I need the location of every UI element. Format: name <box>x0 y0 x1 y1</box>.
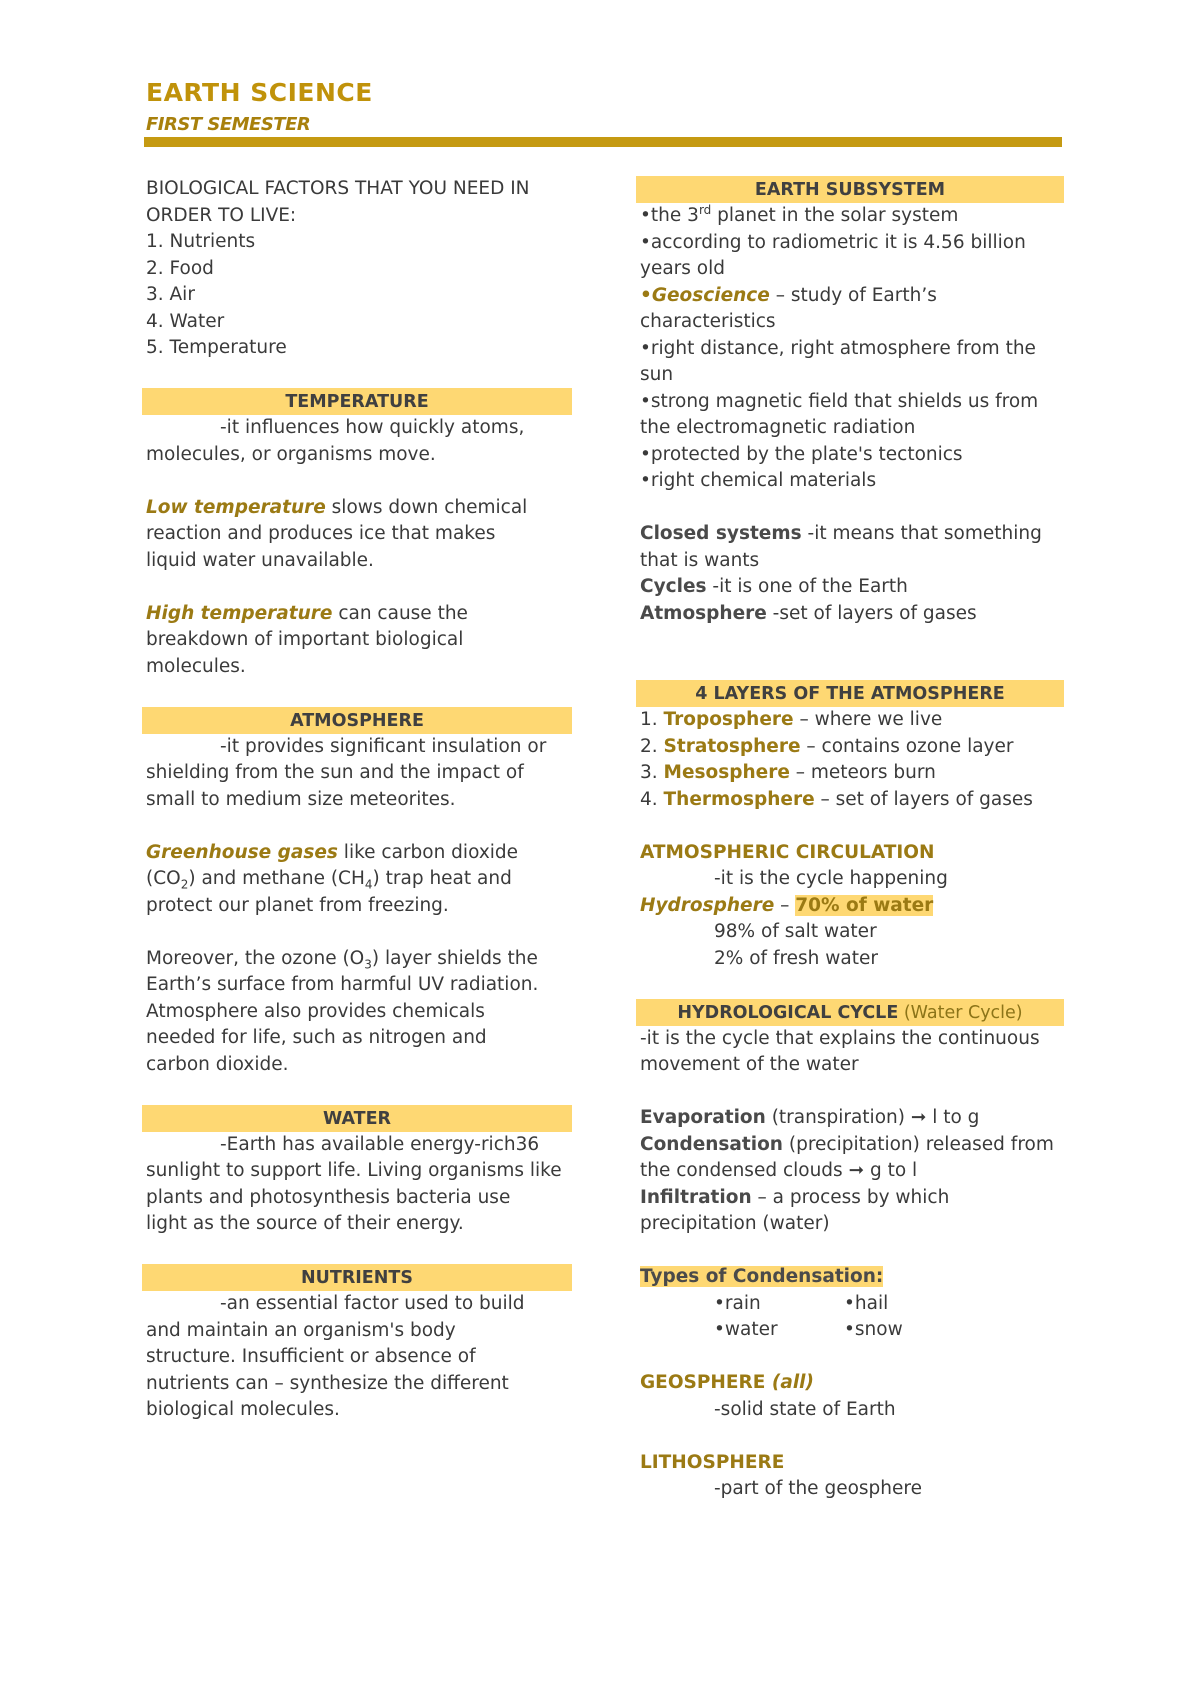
layer-item: 2. Stratosphere – contains ozone layer <box>640 735 1014 757</box>
nutrients-desc: -an essential factor used to build <box>220 1293 525 1314</box>
condensation-type: •water <box>714 1319 778 1340</box>
cycles-para: Cycles -it is one of the Earth <box>640 576 908 597</box>
section-heading-nutrients: NUTRIENTS <box>142 1264 572 1291</box>
hydrosphere-term: Hydrosphere <box>640 894 775 916</box>
nutrients-desc-cont: and maintain an organism's body structure. Insufficient or absence of nutrients can – synthesize the different biological molecules. <box>146 1319 509 1420</box>
low-temperature-term: Low temperature <box>146 496 326 518</box>
condensation-types-heading: Types of Condensation: <box>640 1266 884 1287</box>
closed-systems-term: Closed systems <box>640 523 802 544</box>
fresh-water: 2% of fresh water <box>714 947 878 969</box>
low-temperature-para: Low temperature slows down chemical reaction and produces ice that makes liquid water unavailable. <box>146 496 528 571</box>
infiltration-para: Infiltration – a process by which precipitation (water) <box>640 1186 950 1234</box>
hydrosphere-para: Hydrosphere – 70% of water <box>640 894 934 916</box>
atmosphere-desc: -it provides significant insulation or <box>220 735 547 757</box>
geoscience-bullet: •Geoscience – study of Earth’s characteristics <box>640 284 937 332</box>
evaporation-term: Evaporation <box>640 1107 766 1128</box>
closed-systems-para: Closed systems -it means that something that is wants <box>640 523 1042 571</box>
section-heading-layers: 4 LAYERS OF THE ATMOSPHERE <box>636 680 1064 707</box>
condensation-types-row <box>640 1291 1070 1318</box>
page-title: EARTH SCIENCE <box>146 78 373 107</box>
greenhouse-term: Greenhouse gases <box>146 841 338 863</box>
factor-item: 3. Air <box>146 284 195 305</box>
page-subtitle: FIRST SEMESTER <box>146 114 311 135</box>
ozone-para: Moreover, the ozone $(O_3)$ layer shields the Earth’s surface from harmful UV radiation. Atmosphere also provides chemicals needed for life, such as nitrogen and carbon dioxide. <box>146 947 539 1075</box>
section-heading-water: WATER <box>142 1105 572 1132</box>
temperature-desc-cont: molecules, or organisms move. <box>146 443 436 465</box>
section-heading-temperature: TEMPERATURE <box>142 388 572 415</box>
atmosphere-def-para: Atmosphere -set of layers of gases <box>640 602 977 624</box>
high-temperature-para: High temperature can cause the breakdown of important biological molecules. <box>146 602 468 677</box>
cycles-term: Cycles <box>640 576 707 597</box>
geoscience-term: •Geoscience <box>640 284 770 306</box>
subsystem-bullet: •according to radiometric it is 4.56 billion years old <box>640 231 1026 279</box>
lithosphere-desc: -part of the geosphere <box>714 1478 922 1499</box>
section-heading-hydrological: HYDROLOGICAL CYCLE (Water Cycle) <box>636 999 1064 1026</box>
layer-item: 1. Troposphere – where we live <box>640 709 943 730</box>
condensation-type: •snow <box>844 1319 903 1340</box>
subsystem-bullet: •right chemical materials <box>640 470 877 491</box>
section-heading-lithosphere: LITHOSPHERE <box>640 1451 785 1473</box>
water-desc-cont: sunlight to support life. Living organisms like plants and photosynthesis bacteria use light as the source of their energy. <box>146 1160 562 1234</box>
condensation-type: •rain <box>714 1292 761 1314</box>
subsystem-bullet: •right distance, right atmosphere from the sun <box>640 337 1036 385</box>
right-column <box>640 176 1070 1503</box>
condensation-term: Condensation <box>640 1133 783 1155</box>
factor-item: 1. Nutrients <box>146 231 256 252</box>
water-desc: -Earth has available energy-rich36 <box>220 1133 540 1155</box>
temperature-desc: -it influences how quickly atoms, <box>220 417 525 438</box>
section-heading-geosphere: GEOSPHERE (all) <box>640 1372 814 1393</box>
intro-text: BIOLOGICAL FACTORS THAT YOU NEED IN ORDER TO LIVE: <box>146 178 530 226</box>
atmosphere-desc-cont: shielding from the sun and the impact of small to medium size meteorites. <box>146 762 524 810</box>
subsystem-bullet: •protected by the plate's tectonics <box>640 443 963 465</box>
infiltration-term: Infiltration <box>640 1186 752 1208</box>
factor-item: 5. Temperature <box>146 337 287 358</box>
factor-item: 4. Water <box>146 310 225 332</box>
hydrological-desc: -it is the cycle that explains the continuous movement of the water <box>640 1027 1040 1075</box>
layer-item: 3. Mesosphere – meteors burn <box>640 762 936 783</box>
high-temperature-term: High temperature <box>146 602 333 624</box>
evaporation-para: Evaporation (transpiration) ➞ l to g <box>640 1107 980 1128</box>
factor-item: 2. Food <box>146 257 214 279</box>
section-heading-atmosphere: ATMOSPHERE <box>142 707 572 734</box>
hydrosphere-highlight: 70% of water <box>795 894 934 916</box>
header-rule <box>144 137 1062 147</box>
subsystem-bullet: •strong magnetic field that shields us from the electromagnetic radiation <box>640 390 1039 438</box>
section-heading-circulation: ATMOSPHERIC CIRCULATION <box>640 841 935 863</box>
subsystem-bullet: •the 3rd planet in the solar system <box>640 202 959 226</box>
geosphere-desc: -solid state of Earth <box>714 1398 896 1420</box>
salt-water: 98% of salt water <box>714 921 877 942</box>
condensation-type: •hail <box>844 1292 889 1314</box>
condensation-types-row <box>640 1317 1070 1344</box>
atmosphere-term: Atmosphere <box>640 602 767 624</box>
condensation-para: Condensation (precipitation) released from the condensed clouds ➞ g to l <box>640 1133 1054 1181</box>
section-heading-earth-subsystem: EARTH SUBSYSTEM <box>636 176 1064 203</box>
greenhouse-para: Greenhouse gases like carbon dioxide $(CO_2)$ and methane $(CH_4)$ trap heat and protect our planet from freezing. <box>146 841 519 916</box>
layer-item: 4. Thermosphere – set of layers of gases <box>640 788 1033 810</box>
circulation-desc: -it is the cycle happening <box>714 868 948 889</box>
left-column <box>146 176 576 1424</box>
